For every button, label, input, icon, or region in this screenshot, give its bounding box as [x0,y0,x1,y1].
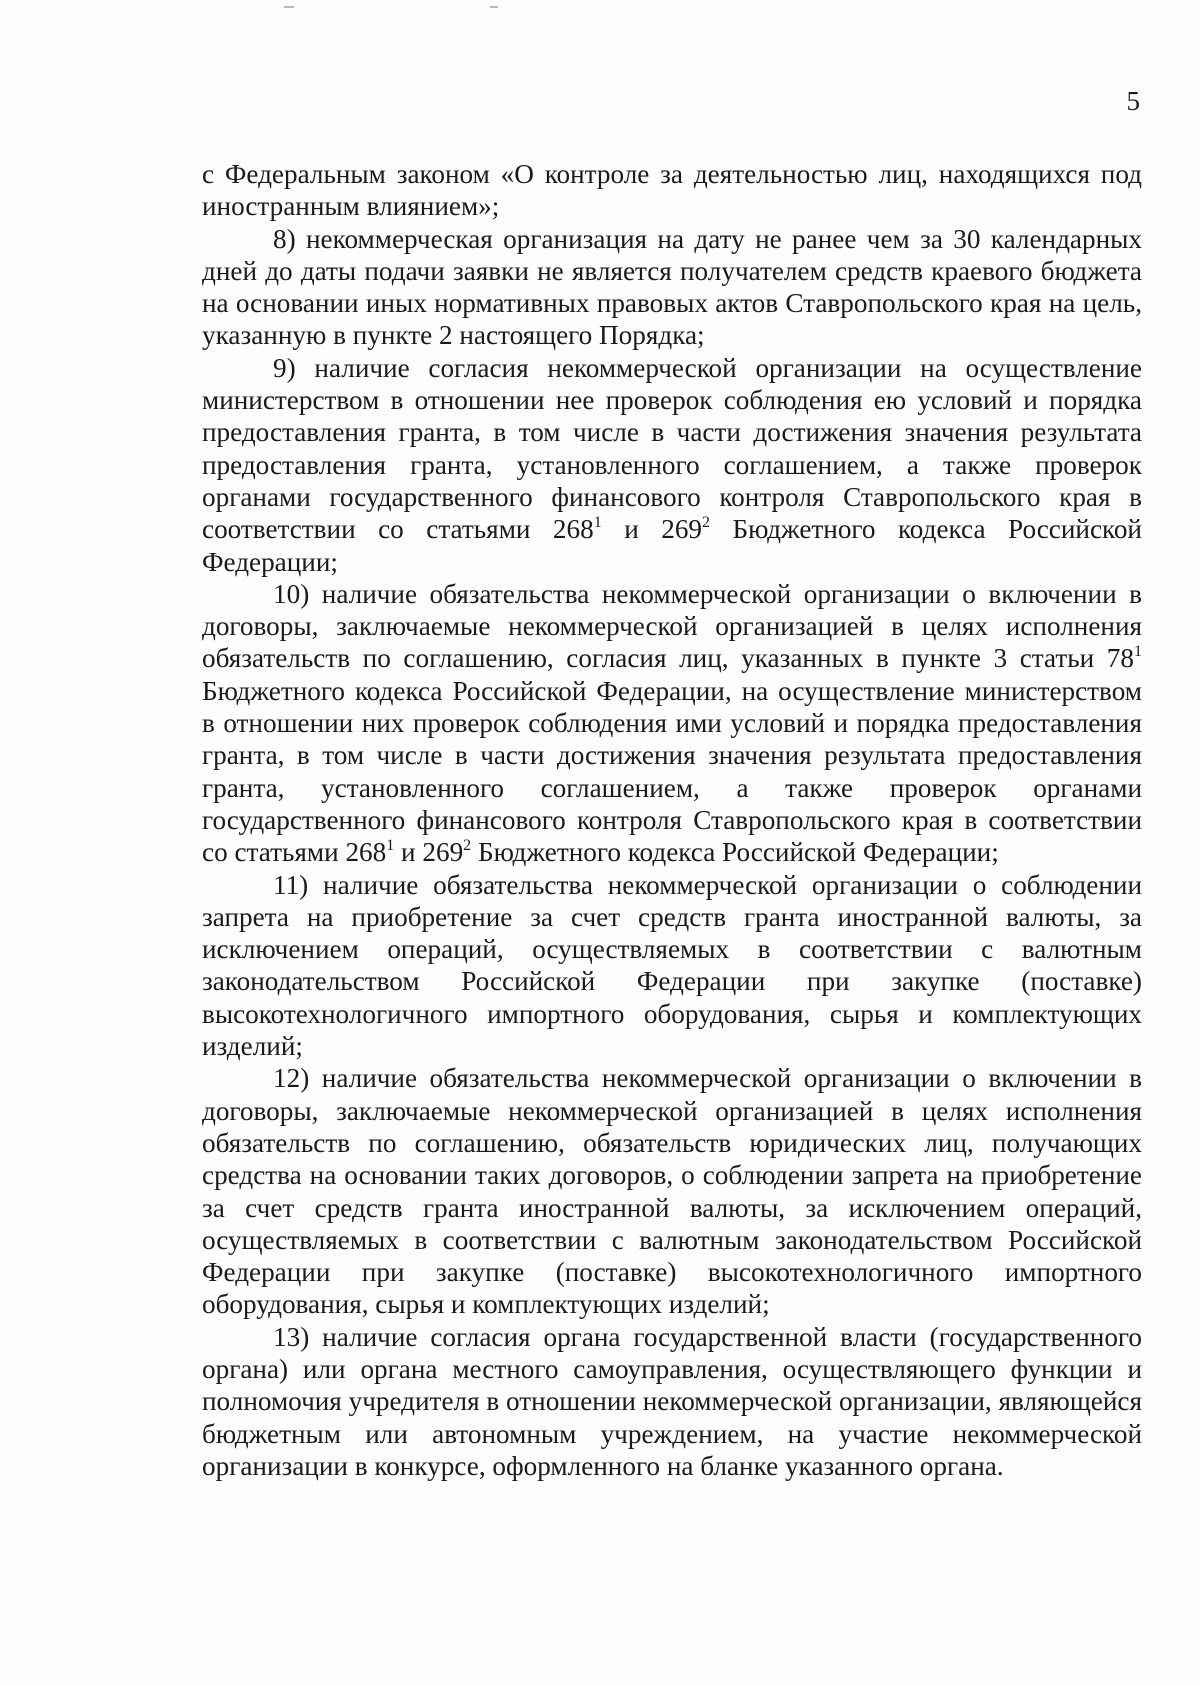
paragraph [202,869,1142,1063]
text-run: 12) наличие обязательства некоммерческой организации о включении в договоры, заключаемые некоммерческой организацией в целях исполнения обязательств по соглашению, обязательств юридических лиц, получающих средства на основании таких договоров, о соблюдении запрета на приобретение за счет средств гранта иностранной валюты, за исключением операций, осуществляемых в соответствии с валютным законодательством Российской Федерации при закупке (поставке) высокотехнологичного импортного оборудования, сырья и комплектующих изделий; [202,1063,1142,1320]
text-run: и 269 [601,514,703,545]
text-run: Бюджетного кодекса Российской Федерации; [202,514,1142,577]
text-run: 9) наличие согласия некоммерческой организации на осуществление министерством в отношении нее проверок соблюдения ею условий и порядка предоставления гранта, в том числе в части достижения значения результата предоставления гранта, установленного соглашением, а также проверок органами государственного финансового контроля Ставропольского края в соответствии со статьями 268 [202,352,1142,545]
text-run: 11) наличие обязательства некоммерческой организации о соблюдении запрета на приобретение за счет средств гранта иностранной валюты, за исключением операций, осуществляемых в соответствии с валютным законодательством Российской Федерации при закупке (поставке) высокотехнологичного импортного оборудования, сырья и комплектующих изделий; [202,869,1142,1062]
superscript: 1 [1134,643,1142,661]
text-run: и 269 [394,837,464,868]
paragraph [202,352,1142,578]
paragraph [202,1062,1142,1320]
superscript: 1 [593,514,602,532]
text-run: 13) наличие согласия органа государственной власти (государственного органа) или органа местного самоуправления, осуществляющего функции и полномочия учредителя в отношении некоммерческой организации, являющейся бюджетным или автономным учреждением, на участие некоммерческой организации в конкурсе, оформленного на бланке указанного органа. [202,1321,1142,1481]
paragraph [202,223,1142,352]
superscript: 1 [386,837,395,855]
superscript: 2 [702,514,711,532]
text-run: 8) некоммерческая организация на дату не ранее чем за 30 календарных дней до даты подачи заявки не является получателем средств краевого бюджета на основании иных нормативных правовых актов Ставропольского края на цель, указанную в пункте 2 настоящего Порядка; [202,223,1142,351]
text-run: с Федеральным законом «О контроле за деятельностью лиц, находящихся под иностранным влиянием»; [202,159,1142,222]
paragraph [202,158,1142,223]
paragraph [202,1321,1142,1482]
document-body [202,158,1142,1482]
scan-artifact [284,6,294,8]
page-number: 5 [1126,86,1140,116]
scan-artifact [490,6,498,8]
text-run: Бюджетного кодекса Российской Федерации, на осуществление министерством в отношении них проверок соблюдения ими условий и порядка предоставления гранта, в том числе в части достижения значения результата предоставления гранта, установленного соглашением, а также проверок органами государственного финансового контроля Ставропольского края в соответствии со статьями 268 [202,675,1142,868]
paragraph [202,578,1142,869]
superscript: 2 [463,837,472,855]
text-run: Бюджетного кодекса Российской Федерации; [471,837,999,868]
text-run: 10) наличие обязательства некоммерческой организации о включении в договоры, заключаемые некоммерческой организацией в целях исполнения обязательств по соглашению, согласия лиц, указанных в пункте 3 статьи 78 [202,578,1142,674]
